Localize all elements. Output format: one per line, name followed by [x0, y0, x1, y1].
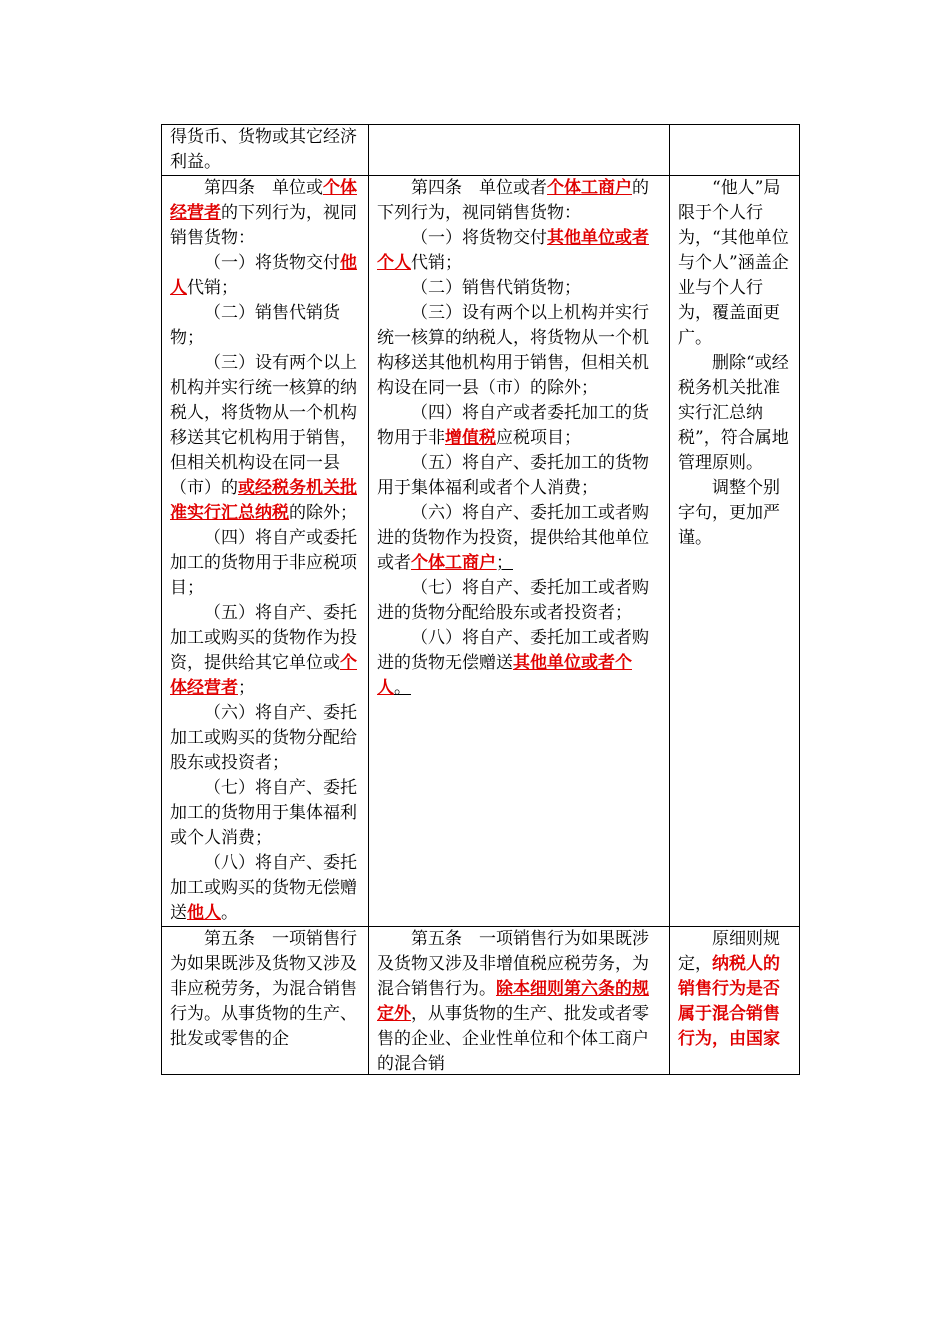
old-paragraph: （六）将自产、委托加工或购买的货物分配给股东或投资者； — [170, 703, 357, 773]
old-paragraph: 第五条 一项销售行为如果既涉及货物又涉及非应税劳务，为混合销售行为。从事货物的生产、批发或零售的企 — [170, 929, 357, 1049]
old-paragraph: （三）设有两个以上机构并实行统一核算的纳税人，将货物从一个机构移送其它机构用于销售，但相关机构设在同一县（市）的或经税务机关批准实行汇总纳税的除外； — [170, 353, 357, 523]
new-paragraph: （六）将自产、委托加工或者购进的货物作为投资，提供给其他单位或者个体工商户； — [377, 503, 649, 573]
note-cell — [670, 176, 800, 927]
old-paragraph: （五）将自产、委托加工或购买的货物作为投资，提供给其它单位或个体经营者； — [170, 603, 357, 698]
new-text-cell — [369, 125, 670, 176]
note-paragraph: 原细则规定，纳税人的销售行为是否属于混合销售行为，由国家 — [678, 929, 780, 1049]
new-paragraph: （五）将自产、委托加工的货物用于集体福利或者个人消费； — [377, 453, 649, 498]
old-text-cell — [162, 927, 369, 1075]
new-paragraph: 第四条 单位或者个体工商户的下列行为，视同销售货物： — [377, 178, 649, 223]
old-text-cell — [162, 176, 369, 927]
old-paragraph: （二）销售代销货物； — [170, 303, 340, 348]
table-row — [162, 176, 800, 927]
old-text-cell — [162, 125, 369, 176]
note-paragraph: 调整个别字句，更加严谨。 — [678, 478, 780, 548]
note-cell — [670, 927, 800, 1075]
old-paragraph: 第四条 单位或个体经营者的下列行为，视同销售货物： — [170, 178, 357, 248]
note-cell — [670, 125, 800, 176]
old-paragraph: 得货币、货物或其它经济利益。 — [170, 127, 357, 172]
new-paragraph: （一）将货物交付其他单位或者个人代销； — [377, 228, 649, 273]
old-paragraph: （一）将货物交付他人代销； — [170, 253, 357, 298]
note-paragraph: “他人”局限于个人行为，“其他单位与个人”涵盖企业与个人行为，覆盖面更广。 — [678, 178, 789, 348]
new-paragraph: （二）销售代销货物； — [411, 278, 581, 298]
new-paragraph: （三）设有两个以上机构并实行统一核算的纳税人，将货物从一个机构移送其他机构用于销售，但相关机构设在同一县（市）的除外； — [377, 303, 649, 398]
comparison-table — [161, 124, 800, 1075]
new-text-cell — [369, 927, 670, 1075]
old-paragraph: （八）将自产、委托加工或购买的货物无偿赠送他人。 — [170, 853, 357, 923]
old-paragraph: （七）将自产、委托加工的货物用于集体福利或个人消费； — [170, 778, 357, 848]
new-paragraph: 第五条 一项销售行为如果既涉及货物又涉及非增值税应税劳务，为混合销售行为。除本细则第六条的规定外，从事货物的生产、批发或者零售的企业、企业性单位和个体工商户的混合销 — [377, 929, 649, 1074]
new-paragraph: （七）将自产、委托加工或者购进的货物分配给股东或者投资者； — [377, 578, 649, 623]
note-paragraph: 删除“或经税务机关批准实行汇总纳税”，符合属地管理原则。 — [678, 353, 789, 473]
new-text-cell — [369, 176, 670, 927]
old-paragraph: （四）将自产或委托加工的货物用于非应税项目； — [170, 528, 357, 598]
table-row — [162, 927, 800, 1075]
table-row — [162, 125, 800, 176]
new-paragraph: （四）将自产或者委托加工的货物用于非增值税应税项目； — [377, 403, 649, 448]
new-paragraph: （八）将自产、委托加工或者购进的货物无偿赠送其他单位或者个人。 — [377, 628, 649, 698]
